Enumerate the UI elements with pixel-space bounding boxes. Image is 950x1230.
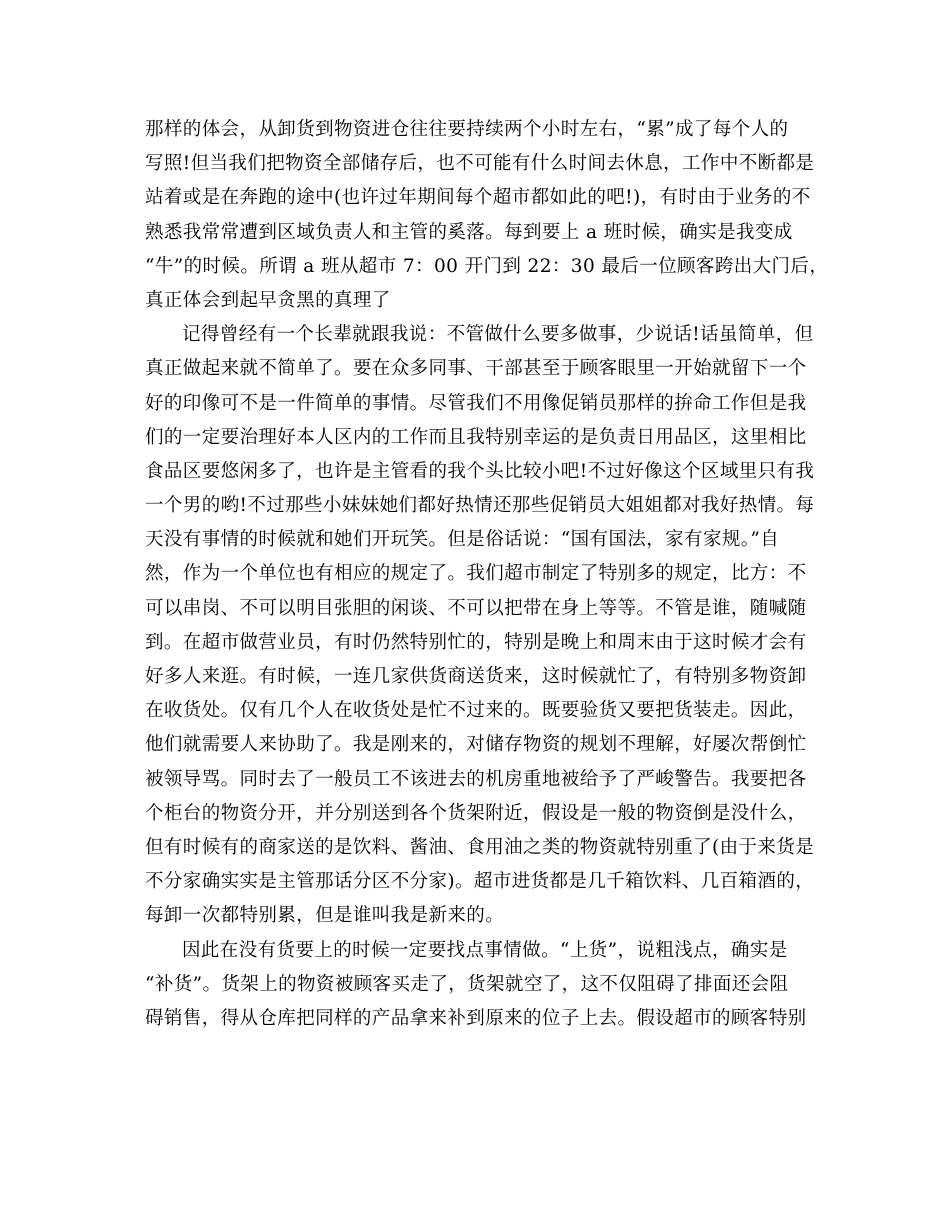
text-line: 被领导骂。同时去了一般员工不该进去的机房重地被给予了严峻警告。我要把各 xyxy=(145,768,807,790)
text-line: 记得曾经有一个长辈就跟我说：不管做什么要多做事，少说话!话虽简单，但 xyxy=(182,324,814,346)
text-line: 碍销售，得从仓库把同样的产品拿来补到原来的位子上去。假设超市的顾客特别 xyxy=(145,1007,807,1029)
text-line: 到。在超市做营业员，有时仍然特别忙的，特别是晚上和周末由于这时候才会有 xyxy=(145,631,807,653)
text-line: 一个男的哟!不过那些小妹妹她们都好热情还那些促销员大姐姐都对我好热情。每 xyxy=(145,495,815,517)
text-line: 每卸一次都特别累，但是谁叫我是新来的。 xyxy=(145,905,505,927)
text-line: “补货”。货架上的物资被顾客买走了，货架就空了，这不仅阻碍了排面还会阻 xyxy=(145,973,789,995)
paragraph-1 xyxy=(145,113,829,318)
text-line: 真正体会到起早贪黑的真理了 xyxy=(145,289,391,311)
text-line: 熟悉我常常遭到区域负责人和主管的奚落。每到要上 a 班时候，确实是我变成 xyxy=(145,221,793,243)
document-body xyxy=(145,113,829,1036)
text-line: 站着或是在奔跑的途中(也许过年期间每个超市都如此的吧!)，有时由于业务的不 xyxy=(145,187,811,209)
text-line: 不分家确实实是主管那话分区不分家)。超市进货都是几千箱饮料、几百箱酒的， xyxy=(145,871,815,893)
text-line: 好多人来逛。有时候，一连几家供货商送货来，这时候就忙了，有特别多物资卸 xyxy=(145,666,807,687)
text-line: 他们就需要人来协助了。我是刚来的，对储存物资的规划不理解，好屡次帮倒忙 xyxy=(145,734,807,756)
text-line: 们的一定要治理好本人区内的工作而且我特别幸运的是负责日用品区，这里相比 xyxy=(145,426,807,448)
text-line: 好的印像可不是一件简单的事情。尽管我们不用像促销员那样的拚命工作但是我 xyxy=(145,392,807,414)
text-line: 个柜台的物资分开，并分别送到各个货架附近，假设是一般的物资倒是没什么， xyxy=(145,802,807,824)
text-line: 因此在没有货要上的时候一定要找点事情做。“上货”，说粗浅点，确实是 xyxy=(182,939,788,961)
text-line: 写照!但当我们把物资全部储存后，也不可能有什么时间去休息，工作中不断都是 xyxy=(145,153,815,175)
text-line: 天没有事情的时候就和她们开玩笑。但是俗话说：“国有国法，家有家规。”自 xyxy=(145,529,780,551)
text-line: 但有时候有的商家送的是饮料、酱油、食用油之类的物资就特别重了(由于来货是 xyxy=(145,836,815,858)
paragraph-2 xyxy=(145,318,815,933)
text-line: 食品区要悠闲多了，也许是主管看的我个头比较小吧!不过好像这个区域里只有我 xyxy=(145,460,815,482)
text-line: 可以串岗、不可以明目张胆的闲谈、不可以把带在身上等等。不管是谁，随喊随 xyxy=(145,597,807,619)
text-line: 真正做起来就不简单了。要在众多同事、干部甚至于顾客眼里一开始就留下一个 xyxy=(145,358,807,380)
text-line: 那样的体会，从卸货到物资进仓往往要持续两个小时左右，“累”成了每个人的 xyxy=(145,119,789,140)
text-line: 在收货处。仅有几个人在收货处是忙不过来的。既要验货又要把货装走。因此， xyxy=(145,700,807,722)
text-line: 然，作为一个单位也有相应的规定了。我们超市制定了特别多的规定，比方：不 xyxy=(145,563,807,585)
paragraph-3 xyxy=(145,934,810,1037)
text-line: “牛”的时候。所谓 a 班从超市 7：00 开门到 22：30 最后一位顾客跨出大门后， xyxy=(145,255,829,277)
